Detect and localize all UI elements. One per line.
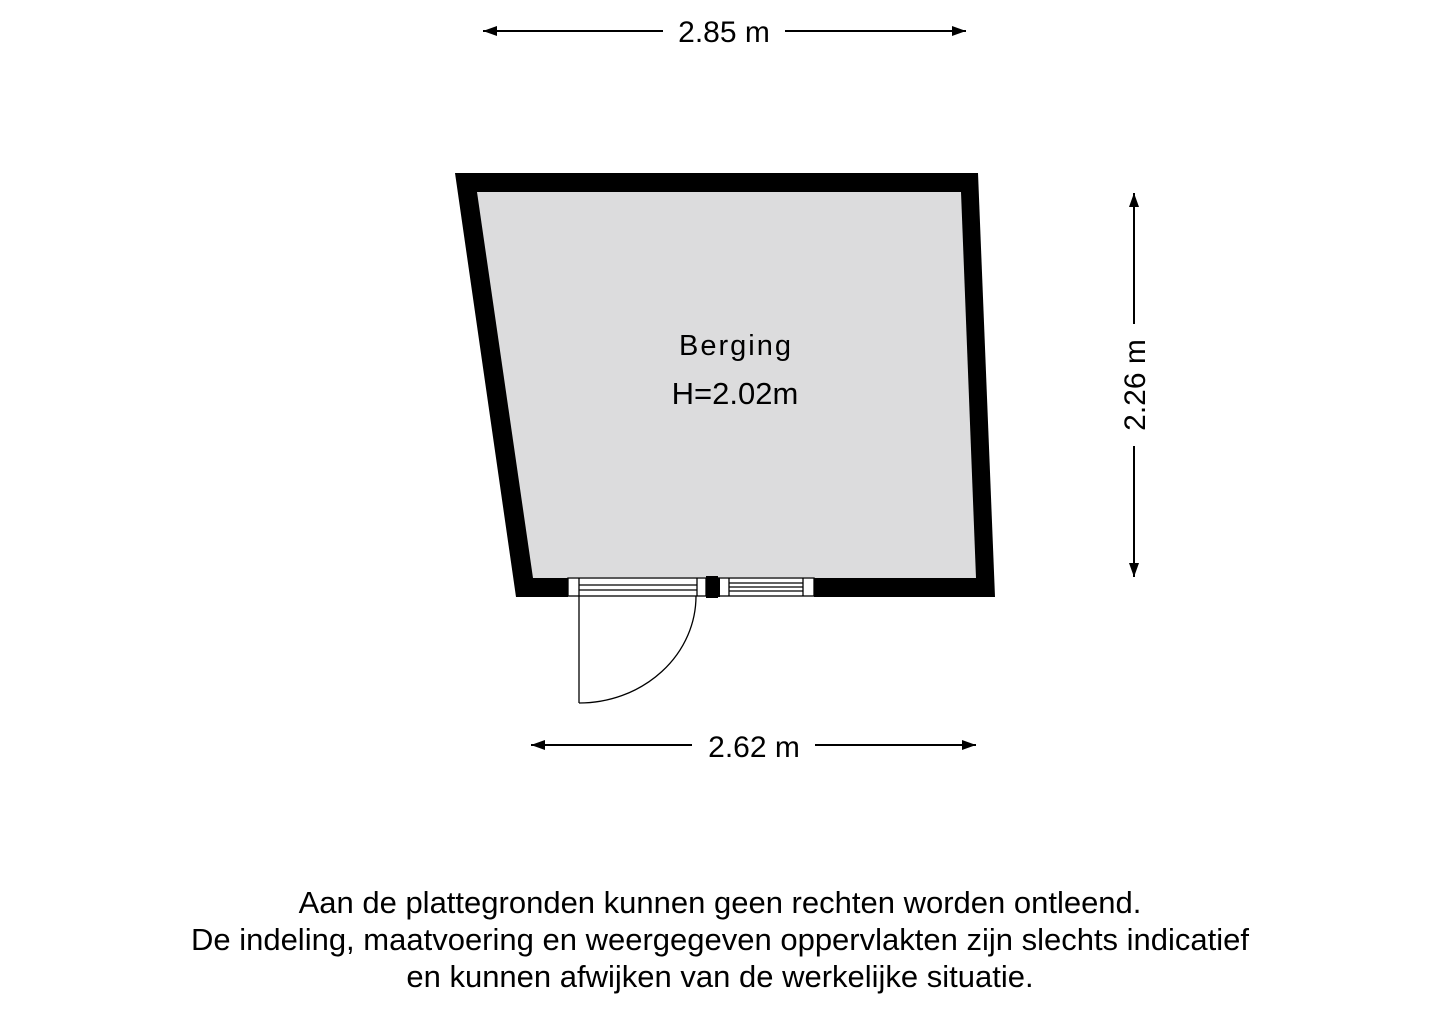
disclaimer-line-3: en kunnen afwijken van de werkelijke situatie. — [406, 959, 1034, 994]
dimension-right — [1119, 193, 1152, 577]
dimension-right-label: 2.26 m — [1119, 339, 1152, 431]
disclaimer — [0, 884, 1440, 995]
room-name: Berging — [679, 330, 793, 362]
disclaimer-line-1: Aan de plattegronden kunnen geen rechten worden ontleend. — [298, 885, 1142, 920]
dimension-bottom — [531, 731, 976, 764]
door-opening — [568, 577, 706, 598]
dimension-top — [483, 16, 966, 49]
wall-post — [706, 576, 718, 598]
door-swing-arc — [579, 596, 696, 703]
room-height: H=2.02m — [671, 376, 799, 411]
disclaimer-line-2: De indeling, maatvoering en weergegeven oppervlakten zijn slechts indicatief — [190, 922, 1250, 957]
dimension-bottom-label: 2.62 m — [708, 731, 800, 764]
dimension-top-label: 2.85 m — [678, 16, 770, 49]
